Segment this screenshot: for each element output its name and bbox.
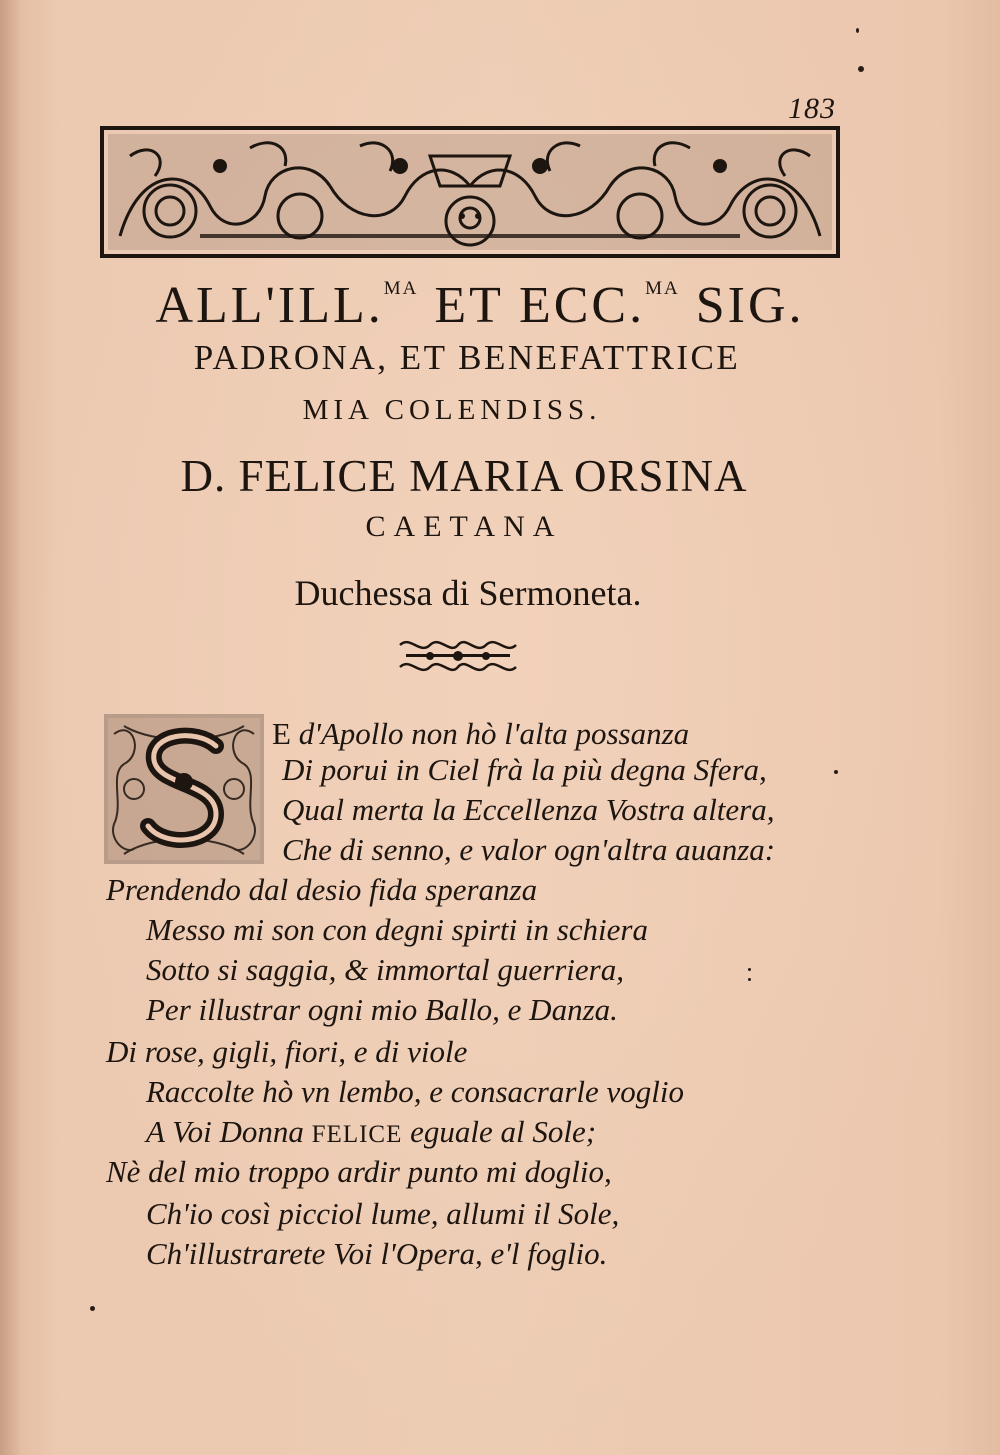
poem-line-7: Sotto si saggia, & immortal guerriera,: [146, 952, 624, 987]
dedication-line-2: PADRONA, ET BENEFATTRICE: [193, 338, 741, 377]
dedication-name: D. FELICE MARIA ORSINA: [180, 451, 748, 501]
gutter-shadow: [0, 0, 22, 1455]
page-number: 183: [788, 92, 836, 125]
poem-line-6: Messo mi son con degni spirti in schiera: [146, 912, 648, 947]
fleuron-ornament: [396, 633, 520, 679]
ink-speck: [748, 968, 751, 971]
poem-line-10: Raccolte hò vn lembo, e consacrarle voglio: [146, 1074, 685, 1109]
poem-line-11: A Voi Donna FELICE eguale al Sole;: [146, 1114, 597, 1149]
poem-line-13: Ch'io così picciol lume, allumi il Sole,: [146, 1196, 620, 1231]
poem-line-14: Ch'illustrarete Voi l'Opera, e'l foglio.: [146, 1236, 608, 1271]
poem-line-12: Nè del mio troppo ardir punto mi doglio,: [106, 1154, 612, 1189]
poem-line-8: Per illustrar ogni mio Ballo, e Danza.: [146, 992, 618, 1027]
ink-speck: [748, 978, 751, 981]
ink-speck: [858, 66, 864, 72]
dedication-line-1: ALL'ILL.$^{MA}$ ET ECC.$^{MA}$ SIG.: [155, 277, 805, 334]
ink-speck: [90, 1306, 95, 1311]
ornamental-headpiece: [100, 126, 840, 258]
dedication-surname: CAETANA: [365, 510, 563, 543]
poem-line-1: E d'Apollo non hò l'alta possanza: [272, 716, 690, 751]
poem-line-4: Che di senno, e valor ogn'altra auanza:: [282, 832, 776, 867]
poem-line-3: Qual merta la Eccellenza Vostra altera,: [282, 792, 775, 827]
poem-line-9: Di rose, gigli, fiori, e di viole: [106, 1034, 468, 1069]
poem-line-2: Di porui in Ciel frà la più degna Sfera,: [282, 752, 767, 787]
decorated-initial-s-icon: [104, 714, 264, 864]
poem-line-5: Prendendo dal desio fida speranza: [106, 872, 538, 907]
dedication-title: Duchessa di Sermoneta.: [294, 573, 642, 613]
ink-speck: [856, 28, 859, 33]
dedication-line-3: MIA COLENDISS.: [302, 394, 602, 426]
ink-speck: [834, 770, 838, 774]
